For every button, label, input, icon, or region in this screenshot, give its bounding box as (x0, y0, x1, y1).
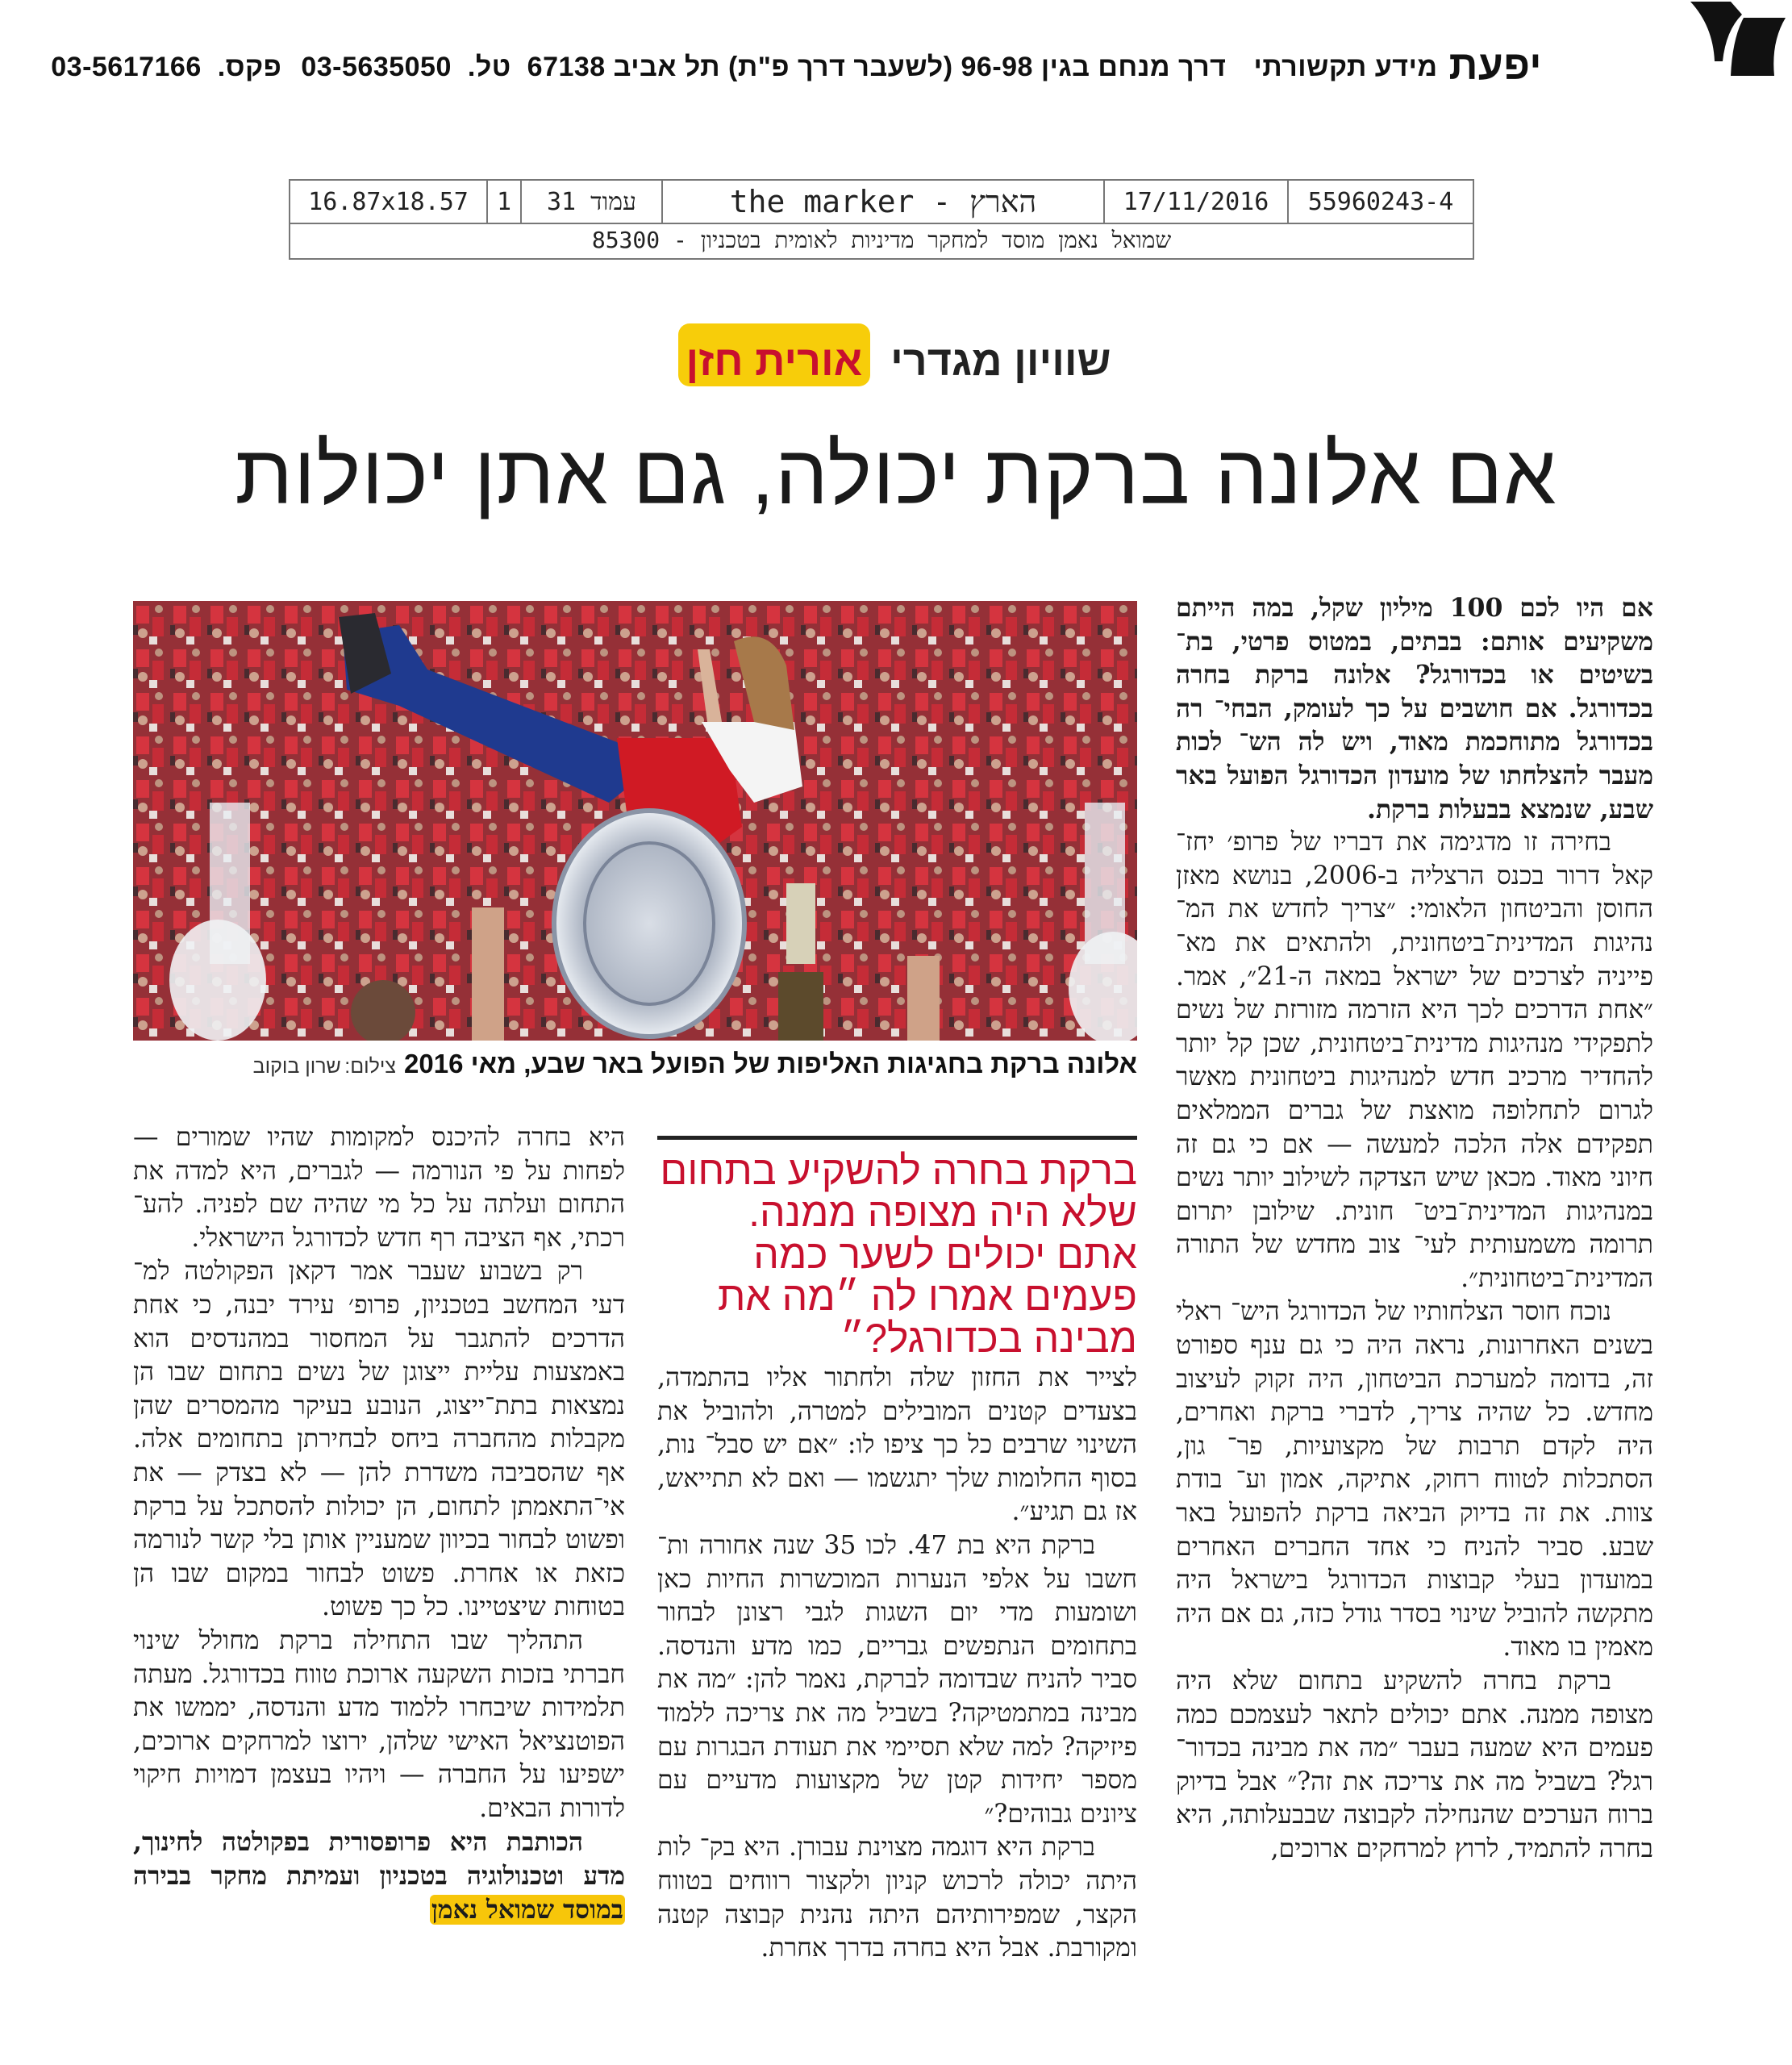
info-row-meta (290, 181, 1473, 224)
clip-date: 17/11/2016 (1105, 181, 1289, 223)
caption-text: אלונה ברקת בחגיגות האליפות של הפועל באר שבע, מאי 2016 (404, 1049, 1137, 1078)
pull-quote: ברקת בחרה להשקיע בתחום שלא היה מצופה ממנה. אתם יכולים לשער כמה פעמים אמרו לה ״מה את מבינה בכדורגל?״ (660, 1148, 1137, 1361)
headline: אם אלונה ברקת יכולה, גם אתן יכולות (235, 428, 1557, 522)
column-left (133, 1121, 625, 1926)
clip-count: 1 (488, 181, 522, 223)
fax-number: 03-5617166 (51, 52, 202, 82)
paragraph: בחירה זו מדגימה את דבריו של פרופ׳ יחז־ קאל דרור בכנס הרצליה ב-2006, בנושא מאזן החוסן והביטחון הלאומי: ״צריך לחדש את המ־ נהיגות המדינית־ביטחונית, ולהתאים את מא־ פייניה לצרכים של ישראל במאה ה-21״, אמר. ״אחת הדרכים לכך היא הזרמה מזורזת של נשים לתפקידי מנהיגות מדינית־ביטחונית, שכן קל יותר להחדיר מרכיב חדש למנהיגות ביטחונית מאשר לגרום לתחלופה מואצת של גברים הממלאים תפקידם אלה הלכה למעשה — אם כי גם זה חיוני מאוד. מכאן שיש הצדקה לשילוב יותר נשים במנהיגות המדינית־ביט־ חונית. שילובן יתרום תרומה משמעותית לעי־ צוב מחדש של התורה המדינית־ביטחונית״. (1176, 828, 1653, 1293)
paragraph: ברקת היא בת 47. לכו 35 שנה אחורה ות־ חשבו על אלפי הנערות המוכשרות החיות כאן ושומעות מדי יום השגות לגבי רצונן לבחור בתחומים הנתפשים גבריים, כמו מדע והנדסה. סביר להניח שבדומה לברקת, נאמר להן: ״מה את מבינה במתמטיקה? בשביל מה את צריכה ללמוד פיזיקה? למה שלא תסיימי את תעודת הבגרות עם מספר יחידות קטן של מקצועות מדעיים עם ציונים גבוהים?״ (657, 1530, 1137, 1829)
phone-label: טל. (467, 52, 511, 82)
article-photo (133, 601, 1137, 1041)
section-label: שוויון מגדרי (890, 338, 1111, 385)
clipping-info-table (289, 179, 1474, 260)
pullquote-rule (657, 1136, 1137, 1140)
photo-credit: שרון בוקוב (252, 1055, 341, 1078)
paragraph: לצייר את החזון שלה ולחתור אליו בהתמדה, בצעדים קטנים המובילים למטרה, ולהוביל את השינוי שרבים כל כך ציפו לו: ״אם יש סבל־ נות, בסוף החלומות שלך יתגשמו — ואם לא תתייאש, אז גם תגיע״. (657, 1363, 1137, 1527)
author-note-text: הכותבת היא פרופסורית בפקולטה לחינוך, מדע וטכנולוגיה בטכניון ועמיתת מחקר בבירה (133, 1827, 625, 1892)
fax-label: פקס. (217, 52, 282, 82)
clip-id: 55960243-4 (1307, 187, 1454, 216)
clip-size: 16.87x18.57 (290, 181, 488, 223)
paragraph: רק בשבוע שעבר אמר דקאן הפקולטה למ־ דעי המחשב בטכניון, פרופ׳ עירד יבנה, כי אחת הדרכים להתגבר על המחסור במהנדסים הוא באמצעות עליית ייצוגן של נשים בתחום שבו הן נמצאות בתת־ייצוג, הנובע בעיקר מהמסרים שהן מקבלות מהחברה ביחס לבחירתן בתחומים אלה. אף שהסביבה משדרת להן — לא בצדק — את אי־התאמתן לתחום, הן יכולות להסתכל על ברקת ופשוט לבחור בכיוון שמעניין אותן בלי קשר לנורמה כזאת או אחרת. פשוט לבחור במקום שבו הן בטוחות שיצטיינו. כל כך פשוט. (133, 1257, 625, 1622)
lead-paragraph: אם היו לכם 100 מיליון שקל, במה הייתם משקיעים אותם: בבתים, במטוס פרטי, בת־ בשיטים או בכדורגל? אלונה ברקת בחרה בכדורגל. אם חושבים על כך לעומק, הבחי־ רה בכדורגל מתוחכמת מאוד, ויש לה הש־ לכות מעבר להצלחתו של מועדון הכדורגל הפועל באר שבע, שנמצא בבעלות ברקת. (1176, 593, 1653, 824)
author-name: אורית חזן (681, 338, 868, 385)
paragraph: היא בחרה להיכנס למקומות שהיו שמורים — לפחות על פי הנורמה — לגברים, היא למדה את התחום ועלתה על כל מי שהיה שם לפניה. להע־ רכתי, אף הציבה רף חדש לכדורגל הישראלי. (133, 1123, 625, 1253)
photo-caption (133, 1049, 1137, 1079)
clip-page: עמוד 31 (522, 181, 663, 223)
phone-number: 03-5635050 (301, 52, 452, 82)
author-note-highlight: במוסד שמואל נאמן (431, 1894, 623, 1925)
byline (0, 337, 1792, 386)
clip-publication: הארץ - the marker (663, 181, 1105, 223)
paragraph: התהליך שבו התחילה ברקת מחולל שינוי חברתי בזכות השקעה ארוכת טווח בכדורגל. מעתה תלמידות שיבחרו ללמוד מדע והנדסה, יממשו את הפוטנציאל האישי שלהן, ירוצו למרחקים ארוכים, ישפיעו על החברה — ויהיו בעצמן דמויות חיקוי לדורות הבאים. (133, 1625, 625, 1823)
clip-client: שמואל נאמן מוסד למחקר מדיניות לאומית בטכניון - 85300 (591, 227, 1172, 253)
address: דרך מנחם בגין 96-98 (לשעבר דרך פ"ת) תל אביב 67138 (527, 52, 1227, 82)
paragraph: ברקת היא דוגמה מצוינת עבורן. היא בק־ לות היתה יכולה לרכוש קניון ולקצור רווחים בטווח הקצר, שמפירותיהם היתה נהנית קבוצה קטנה ומקורבת. אבל היא בחרה בדרך אחרת. (657, 1833, 1137, 1963)
brand-subtitle: מידע תקשורתי (1253, 52, 1438, 82)
brand-name: יפעת (1448, 43, 1542, 88)
column-middle (657, 1362, 1137, 1966)
paragraph: נוכח חוסר הצלחותיו של הכדורגל היש־ ראלי בשנים האחרונות, נראה היה כי גם ענף ספורט זה, בדומה למערכת הביטחון, היה זקוק לעיצוב מחדש. כל שהיה צריך, לדברי ברקת ואחרים, היה לקדם תרבות של מקצועיות, פר־ גון, הסתכלות לטווח רחוק, אתיקה, אמון וע־ בודת צוות. את זה בדיוק הביאה ברקת להפועל באר שבע. סביר להניח כי אחד החברים האחרים במועדון בעלי קבוצות הכדורגל בישראל היה מתקשה להוביל שינוי בסדר גודל כזה, גם אם היה מאמין בו מאוד. (1176, 1297, 1653, 1662)
author-note (133, 1825, 625, 1926)
yifat-logo-icon (1690, 2, 1786, 76)
header-contact-line (35, 42, 1542, 89)
column-right (1176, 591, 1653, 1867)
credit-label: צילום: (344, 1055, 397, 1078)
paragraph: ברקת בחרה להשקיע בתחום שלא היה מצופה ממנה. אתם יכולים לתאר לעצמכם כמה פעמים היא שמעה בעבר ״מה את מבינה בכדור־ רגל? בשביל מה את צריכה את זה?״ אבל בדיוק ברוח הערכים שהנחילה לקבוצה שבבעלותה, היא בחרה להתמיד, לרוץ למרחקים ארוכים, (1176, 1667, 1653, 1863)
